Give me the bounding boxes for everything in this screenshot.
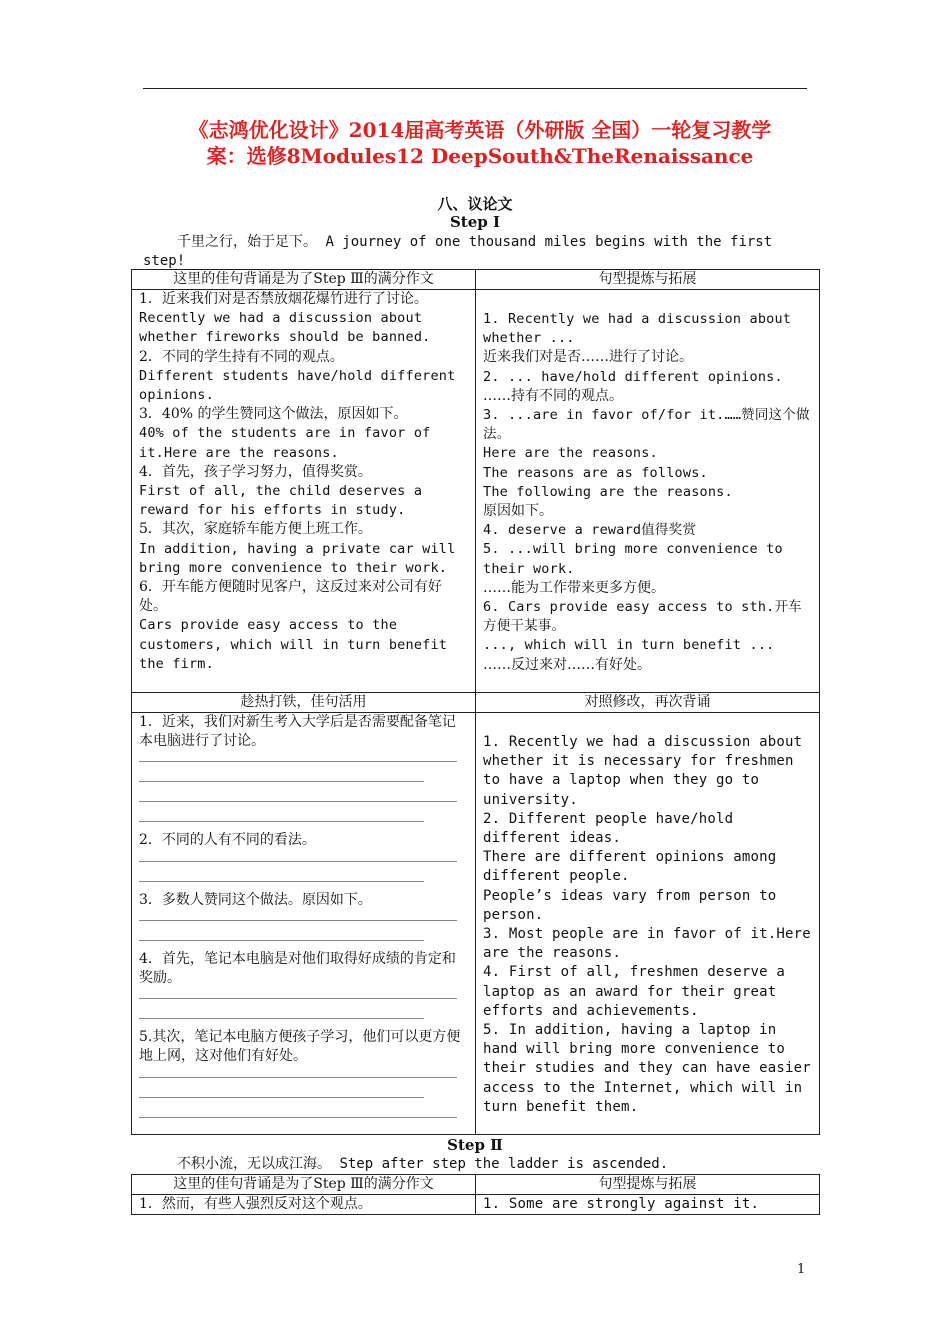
sentence-line: 2．不同的学生持有不同的观点。 [139, 348, 344, 365]
practice-cell [132, 713, 476, 1135]
document-title [150, 117, 810, 169]
answer-blank-line[interactable] [139, 1107, 457, 1118]
answer-sentence: 2. Different people have/hold different ideas. [483, 810, 734, 847]
step1-header-left: 这里的佳句背诵是为了Step Ⅲ的满分作文 [132, 270, 476, 290]
answer-blank-line[interactable] [139, 791, 457, 802]
sentence-line: 1. Recently we had a discussion about whether ... [483, 311, 792, 347]
answer-sentence: 3. Most people are in favor of it.Here are the reasons. [483, 926, 811, 962]
answer-blank-line[interactable] [139, 851, 457, 862]
answer-sentence: People’s ideas vary from person to person. [483, 887, 777, 923]
sentence-line: Different students have/hold different opinions. [139, 367, 456, 404]
answer-blank-line[interactable] [139, 1008, 424, 1019]
sentence-line: 5. ...will bring more convenience to their work. [483, 541, 783, 577]
model-sentences-cell [132, 290, 476, 693]
sentence-line: 3. ...are in favor of/for it.……赞同这个做法。 [483, 407, 810, 443]
sentence-line: 6．开车能方便随时见客户，这反过来对公司有好处。 [139, 579, 442, 615]
step2-header-left: 这里的佳句背诵是为了Step Ⅲ的满分作文 [132, 1175, 476, 1195]
practice-prompt: 3．多数人赞同这个做法。原因如下。 [139, 891, 372, 908]
section-heading: 八、议论文 [437, 195, 513, 213]
answer-blank-line[interactable] [139, 771, 424, 782]
answer-blank-line[interactable] [139, 910, 457, 921]
sentence-line: 6. Cars provide easy access to sth.开车方便干某事。 [483, 599, 802, 635]
sentence-line: ..., which will in turn benefit ... [483, 637, 775, 654]
sentence-line: Recently we had a discussion about whether fireworks should be banned. [139, 310, 431, 346]
top-rule [143, 88, 807, 89]
sentence-line: 5．其次，家庭轿车能方便上班工作。 [139, 521, 372, 538]
sentence-line: The following are the reasons. [483, 483, 733, 500]
answer-blank-line[interactable] [139, 871, 424, 882]
answer-blank-line[interactable] [139, 751, 457, 762]
practice-header-left: 趁热打铁，佳句活用 [132, 693, 476, 713]
step1-intro-en: A journey of one thousand miles begins with the first step! [143, 234, 773, 269]
practice-prompt: 2．不同的人有不同的看法。 [139, 832, 316, 849]
pattern-extension-cell [476, 290, 820, 693]
step1-table [131, 269, 820, 1135]
sentence-line: 近来我们对是否……进行了讨论。 [483, 349, 693, 366]
sentence-line: 4．首先，孩子学习努力，值得奖赏。 [139, 463, 372, 480]
sentence-line: The reasons are as follows. [483, 464, 708, 481]
step2-header-right: 句型提炼与拓展 [476, 1175, 820, 1195]
sentence-line: ……持有不同的观点。 [483, 387, 623, 404]
step2-row-right: 1. Some are strongly against it. [476, 1195, 820, 1215]
step2-intro [143, 1155, 813, 1174]
answer-sentence: 4. First of all, freshmen deserve a laptop as an award for their great efforts and achievements. [483, 964, 786, 1019]
answer-blank-line[interactable] [139, 811, 424, 822]
sentence-line: 3．40% 的学生赞同这个做法，原因如下。 [139, 406, 408, 423]
step2-intro-zh: 不积小流，无以成江海。 [177, 1156, 331, 1172]
practice-prompt: 1．近来，我们对新生考入大学后是否需要配备笔记本电脑进行了讨论。 [139, 714, 456, 750]
sentence-line: First of all, the child deserves a reward for his efforts in study. [139, 483, 423, 519]
answer-blank-line[interactable] [139, 1067, 457, 1078]
step2-row-left: 1．然而，有些人强烈反对这个观点。 [132, 1195, 476, 1215]
sentence-line: 2. ... have/hold different opinions. [483, 368, 783, 385]
step2-table [131, 1174, 820, 1215]
practice-prompt: 5.其次，笔记本电脑方便孩子学习，他们可以更方便地上网，这对他们有好处。 [139, 1029, 461, 1065]
answer-blank-line[interactable] [139, 930, 424, 941]
step1-intro-zh: 千里之行，始于足下。 [177, 234, 317, 250]
sentence-line: 4. deserve a reward值得奖赏 [483, 522, 697, 539]
practice-prompt: 4．首先，笔记本电脑是对他们取得好成绩的肯定和奖励。 [139, 950, 456, 987]
sentence-line: 1．近来我们对是否禁放烟花爆竹进行了讨论。 [139, 291, 428, 307]
step1-intro [143, 233, 813, 271]
sentence-line: Cars provide easy access to the customers, which will in turn benefit the firm. [139, 617, 448, 672]
answer-blank-line[interactable] [139, 1087, 424, 1098]
sentence-line: Here are the reasons. [483, 445, 658, 462]
step2-heading: Step Ⅱ [447, 1136, 503, 1154]
practice-header-right: 对照修改，再次背诵 [476, 693, 820, 713]
sentence-line: 40% of the students are in favor of it.Here are the reasons. [139, 425, 431, 461]
title-line-1: 《志鸿优化设计》2014届高考英语（外研版 全国）一轮复习教学 [188, 118, 772, 142]
answer-sentence: 1. Recently we had a discussion about whether it is necessary for freshmen to have a laptop when they go to university. [483, 734, 803, 808]
page-number: 1 [797, 1262, 806, 1277]
answers-cell [476, 713, 820, 1135]
step1-heading: Step Ⅰ [449, 213, 501, 231]
step1-header-right: 句型提炼与拓展 [476, 270, 820, 290]
answer-sentence: There are different opinions among different people. [483, 849, 777, 885]
step2-intro-en: Step after step the ladder is ascended. [339, 1156, 669, 1172]
answer-sentence: 5. In addition, having a laptop in hand will bring more convenience to their studies and they can have easier access to the Internet, which will in turn benefit them. [483, 1022, 811, 1115]
sentence-line: 原因如下。 [483, 503, 553, 520]
title-line-2: 案：选修8Modules12 DeepSouth&TheRenaissance [206, 144, 754, 168]
sentence-line: ……能为工作带来更多方便。 [483, 579, 665, 596]
answer-blank-line[interactable] [139, 988, 457, 999]
sentence-line: ……反过来对……有好处。 [483, 656, 651, 673]
sentence-line: In addition, having a private car will bring more convenience to their work. [139, 540, 456, 576]
